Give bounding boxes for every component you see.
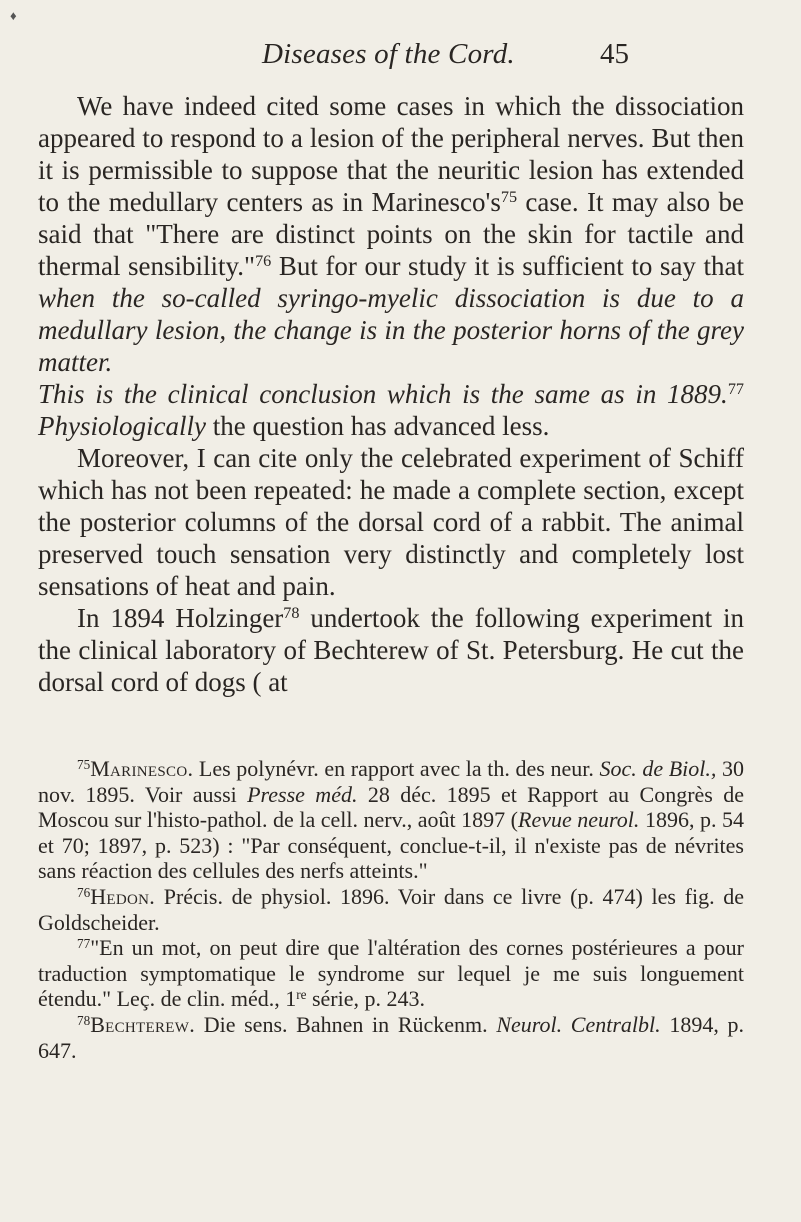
footnote-ref-77: 77 bbox=[727, 380, 744, 399]
footnotes bbox=[38, 756, 744, 1063]
paragraph-2: Moreover, I can cite only the celebrated experiment of Schiff which has not been repeated: he made a complete section, except the posterior columns of the dorsal cord of a rabbit. The animal preserved touch sensation very distinctly and completely lost sensations of heat and pain. bbox=[38, 443, 744, 601]
paragraph-3: In 1894 Holzinger$^{78}$ undertook the following experiment in the clinical laboratory of Bechterew of St. Petersburg. He cut the dorsal cord of dogs ( at bbox=[38, 603, 744, 697]
footnote-ref-75: 75 bbox=[500, 188, 518, 207]
body-text bbox=[38, 90, 744, 698]
footnote-author: Bechterew. bbox=[90, 1011, 196, 1037]
footnote-76: $^{76}$Hedon. Précis. de physiol. 1896. Voir dans ce livre (p. 474) les fig. de Goldscheider. bbox=[38, 883, 744, 935]
paragraph-1: We have indeed cited some cases in which the dissociation appeared to respond to a lesion of the peripheral nerves. But then it is permissible to suppose that the neuritic lesion has extended to the medullary centers as in $Marinesco's^{75}$ case. It may also be said that "There are distinct points on the skin for tactile and thermal sensibility."$^{76}$ But for our study it is sufficient to say that when the so-called syringo-myelic dissociation is due to a medullary lesion, the change is in the posterior horns of the grey matter. This is the clinical conclusion which is the same as in 1889.77 Physiologically the question has advanced less. bbox=[38, 91, 744, 441]
footnote-ref-76: 76 bbox=[255, 252, 272, 271]
bullet-mark-icon: ♦ bbox=[10, 8, 17, 23]
footnote-ref-78: 78 bbox=[283, 604, 300, 623]
footnote-author: Marinesco. bbox=[90, 756, 194, 781]
footnote-author: Hedon. bbox=[90, 883, 156, 909]
emphasis-physiologically: Physiologically bbox=[38, 411, 206, 441]
emphasis-clinical: This is the clinical conclusion which is the same as in 1889. bbox=[38, 379, 728, 409]
running-title: Diseases of the Cord. bbox=[262, 38, 515, 70]
footnote-78: $^{78}$Bechterew. Die sens. Bahnen in Rückenm. Neurol. Centralbl. 1894, p. 647. bbox=[38, 1011, 744, 1063]
footnote-75: $^{75}$Marinesco. Les polynévr. en rapport avec la th. des neur. Soc. de Biol., 30 nov. 1895. Voir aussi Presse méd. 28 déc. 1895 et Rapport au Congrès de Moscou sur l'histo-pathol. de la cell. nerv., août 1897 (Revue neurol. 1896, p. 54 et 70; 1897, p. 523) : "Par conséquent, conclue-t-il, il n'existe pas de névrites sans réaction des cellules des nerfs atteints." bbox=[38, 756, 745, 884]
running-header bbox=[0, 38, 801, 78]
page-number: 45 bbox=[600, 38, 629, 70]
emphasis-conclusion: when the so-called syringo-myelic dissociation is due to a medullary lesion, the change is in the posterior horns of the grey matter. bbox=[38, 283, 744, 377]
footnote-77: $^{77}$"En un mot, on peut dire que l'altération des cornes postérieures a pour traduction symptomatique le syndrome sur lequel je me suis longuement étendu." Leç. de clin. méd., 1re série, p. 243. bbox=[38, 935, 744, 1012]
